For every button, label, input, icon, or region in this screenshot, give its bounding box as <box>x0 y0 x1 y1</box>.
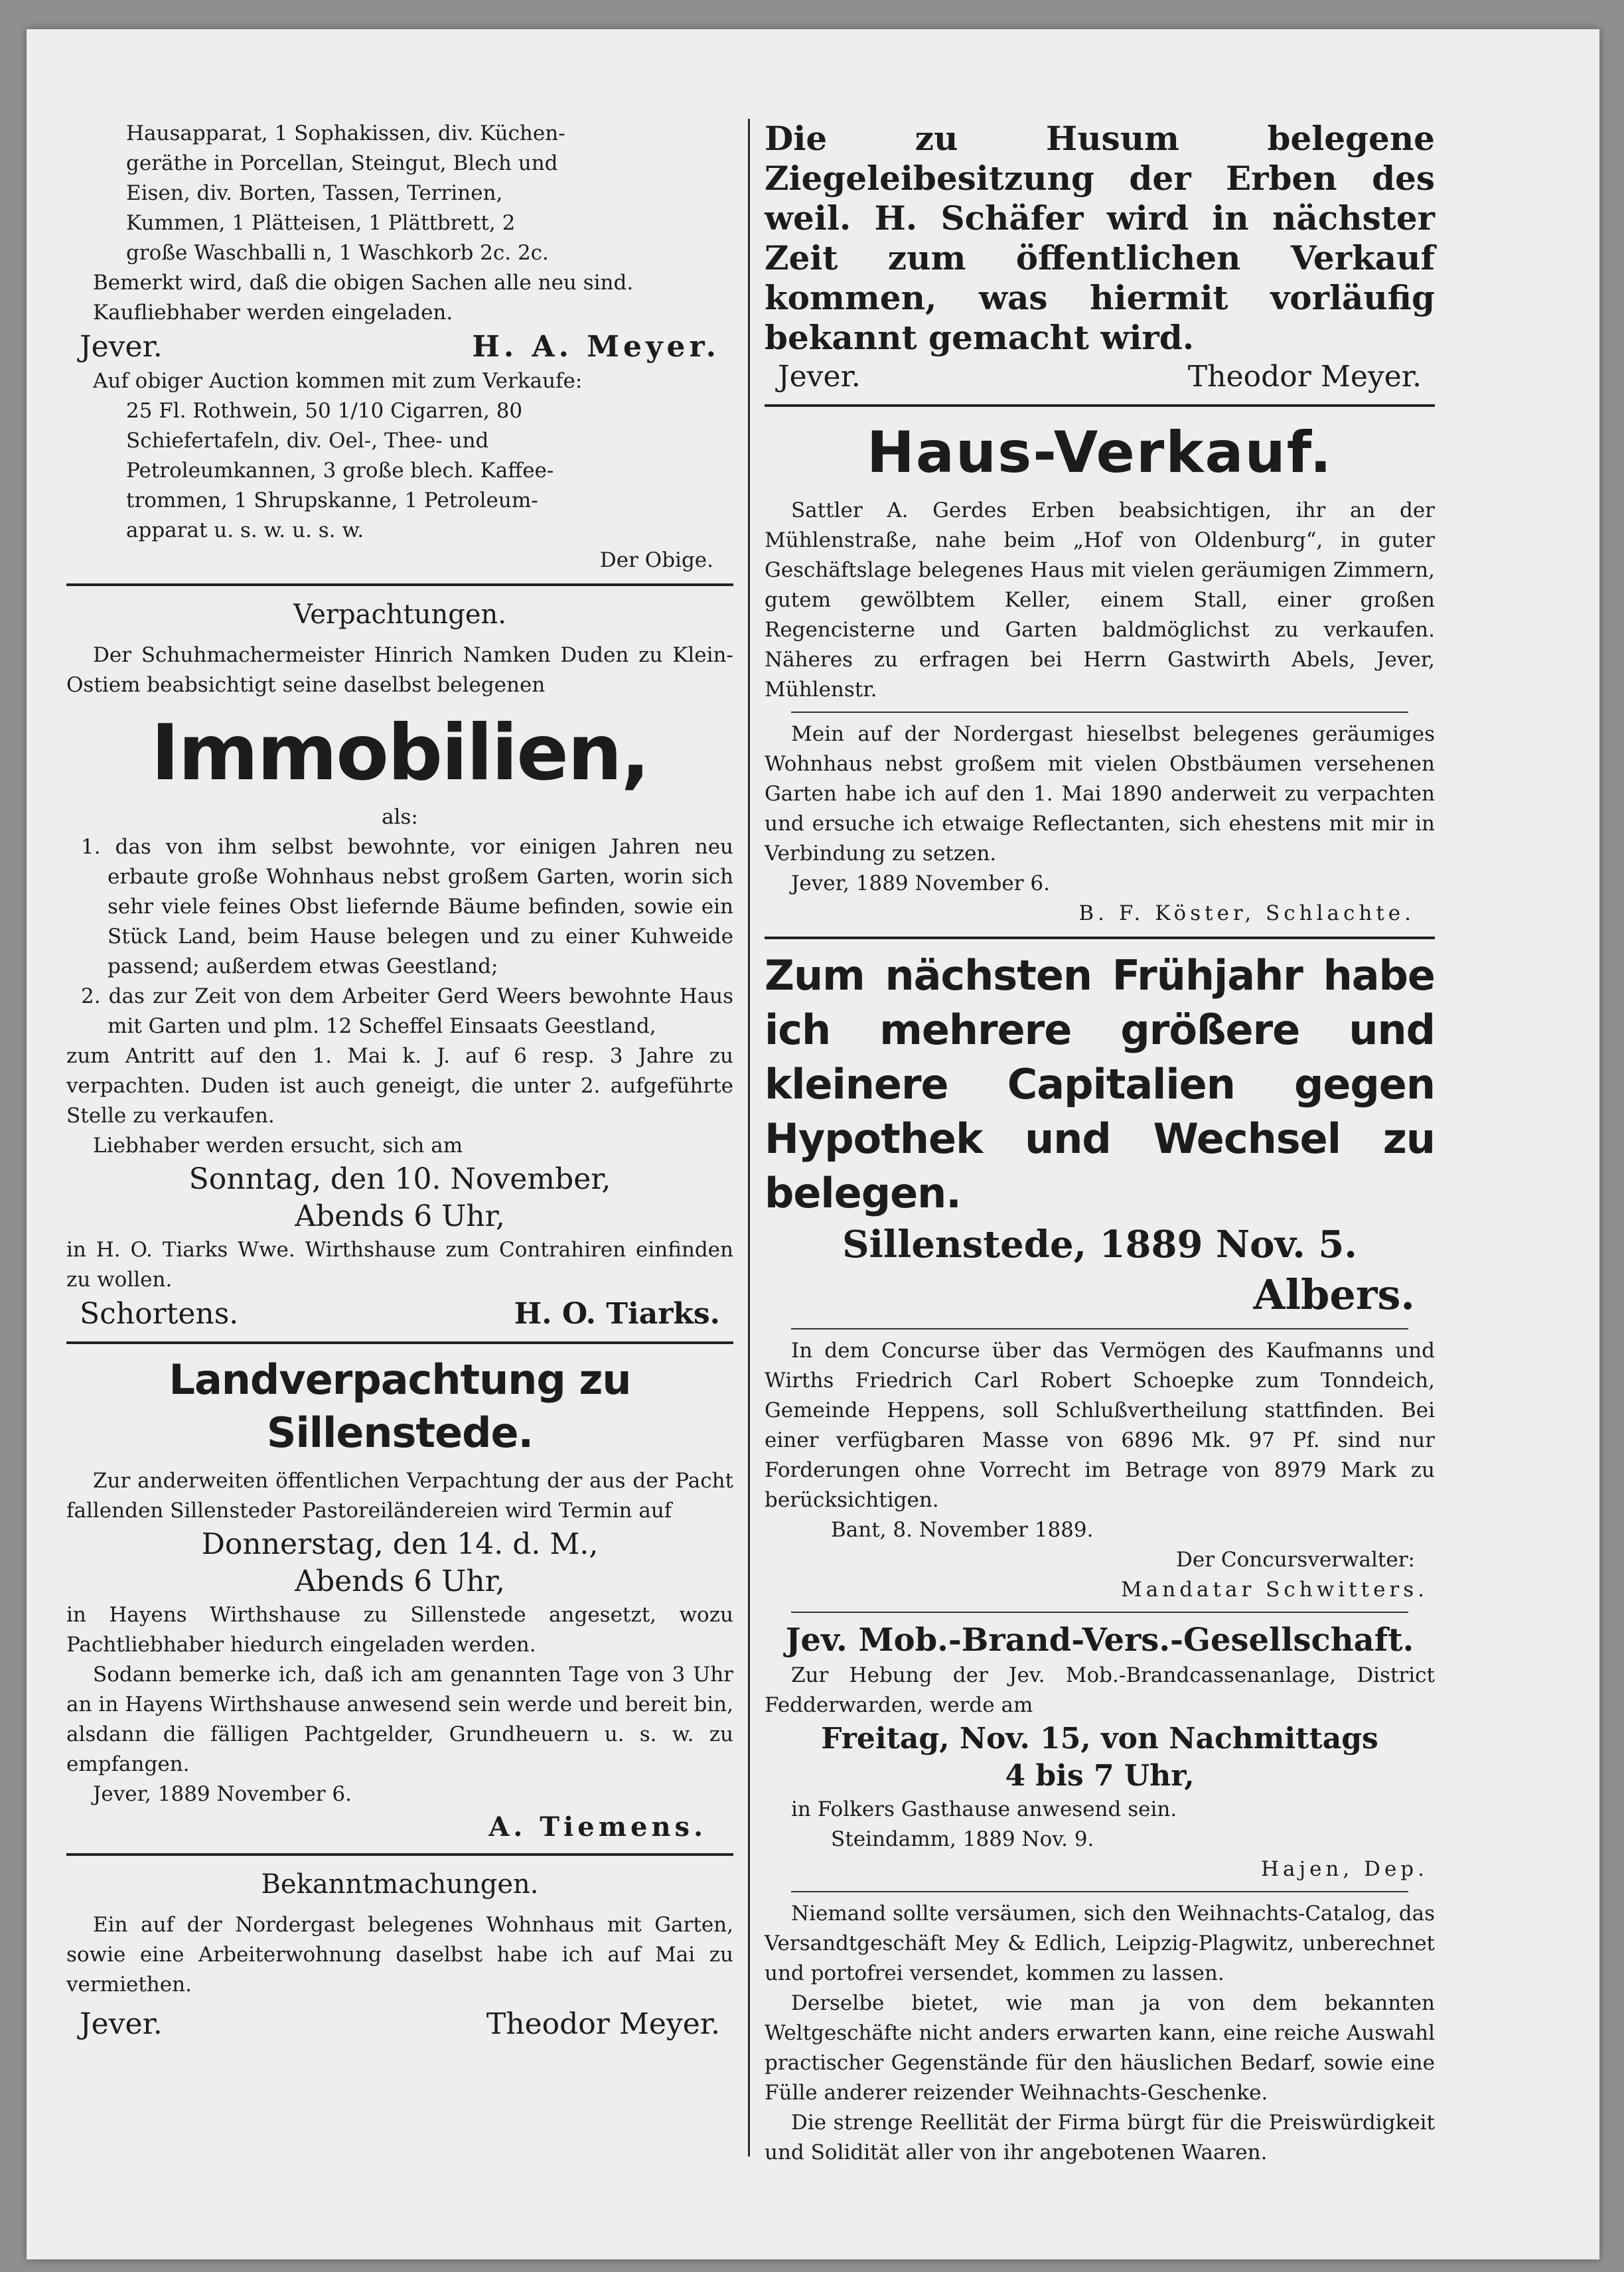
section-rule <box>791 712 1408 713</box>
section-rule <box>66 1341 733 1344</box>
ziegelei-signature <box>765 358 1435 396</box>
auction-extra-line: apparat u. s. w. u. s. w. <box>126 518 364 542</box>
wohnhaus-notice <box>765 719 1435 929</box>
bekannt-signature <box>66 2005 733 2044</box>
auction-line: geräthe in Porcellan, Steingut, Blech und <box>126 151 558 175</box>
auction-extra-line: 25 Fl. Rothwein, 50 1/10 Cigarren, 80 <box>126 399 523 423</box>
auction-line: Hausapparat, 1 Sophakissen, div. Küchen- <box>126 121 565 145</box>
signer: H. O. Tiarks. <box>514 1297 720 1331</box>
pacht-signature <box>66 1295 733 1333</box>
pacht-item: 2. das zur Zeit von dem Arbeiter Gerd Weers bewohnte Haus mit Garten und plm. 12 Scheffel Einsaats Geestland, <box>81 984 733 1038</box>
pacht-notice <box>66 595 733 1333</box>
wohnhaus-signer: B. F. Köster, Schlachte. <box>1078 901 1415 925</box>
place: Jever. <box>80 330 163 364</box>
brand-time: 4 bis 7 Uhr, <box>1005 1759 1195 1793</box>
column-divider <box>748 119 750 2157</box>
auction-extra-line: trommen, 1 Shrupskanne, 1 Petroleum- <box>126 489 538 512</box>
brand-title: Jev. Mob.-Brand-Vers.-Gesellschaft. <box>785 1622 1414 1659</box>
section-rule <box>791 1891 1408 1892</box>
brand-venue: in Folkers Gasthause anwesend sein. <box>791 1797 1177 1821</box>
signer: H. A. Meyer. <box>472 330 720 364</box>
place: Jever. <box>778 360 861 394</box>
concurs-role: Der Concursverwalter: <box>1176 1548 1415 1572</box>
brand-signer: Hajen, Dep. <box>1260 1857 1428 1881</box>
brand-notice <box>765 1620 1435 1884</box>
wohnhaus-dateline: Jever, 1889 November 6. <box>791 871 1050 895</box>
bekannt-text: Ein auf der Nordergast belegenes Wohnhaus mit Garten, sowie eine Arbeiterwohnung daselbst habe ich auf Mai zu vermiethen. <box>66 1913 733 1997</box>
auction-signoff: Der Obige. <box>599 548 713 572</box>
pacht-terms: zum Antritt auf den 1. Mai k. J. auf 6 resp. 3 Jahre zu verpachten. Duden ist auch geneigt, die unter 2. aufgeführte Stelle zu verkaufen. <box>66 1044 733 1128</box>
section-rule <box>791 1328 1408 1329</box>
concurs-signer: Mandatar Schwitters. <box>1121 1578 1428 1602</box>
land-notice <box>66 1353 733 1845</box>
signer: Theodor Meyer. <box>486 2007 720 2041</box>
capital-notice <box>765 948 1435 1322</box>
land-notice-text: Sodann bemerke ich, daß ich am genannten Tage von 3 Uhr an in Hayens Wirthshause anwesend sein werde und bereit bin, alsdann die fälligen Pachtgelder, Grundheuern u. s. w. zu empfangen. <box>66 1663 733 1776</box>
land-title: Landverpachtung zu Sillenstede. <box>169 1355 631 1457</box>
auction-line: Kummen, 1 Plätteisen, 1 Plättbrett, 2 <box>126 211 516 235</box>
auction-extra-line: Schiefertafeln, div. Oel-, Thee- und <box>126 429 489 453</box>
auction-line: Eisen, div. Borten, Tassen, Terrinen, <box>126 181 503 205</box>
catalog-notice <box>765 1899 1435 2168</box>
pacht-als: als: <box>382 805 418 829</box>
wohnhaus-text: Mein auf der Nordergast hieselbst belegenes geräumiges Wohnhaus nebst großem mit vielen Obstbäumen versehenen Garten habe ich auf den 1. Mai 1890 anderweit zu verpachten und ersuche ich etwaige Reflectanten, sich ehestens mit mir in Verbindung zu setzen. <box>765 722 1435 866</box>
concurs-notice <box>765 1336 1435 1605</box>
pacht-date: Sonntag, den 10. November, <box>188 1162 611 1196</box>
land-signer: A. Tiemens. <box>488 1811 707 1843</box>
catalog-paragraph: Die strenge Reellität der Firma bürgt für die Preiswürdigkeit und Solidität aller von ihr angebotenen Waaren. <box>765 2111 1435 2164</box>
section-rule <box>765 937 1435 939</box>
ziegelei-notice <box>765 119 1435 396</box>
catalog-paragraph: Niemand sollte versäumen, sich den Weihnachts-Catalog, das Versandtgeschäft Mey & Edlich, Leipzig-Plagwitz, unberechnet und portofrei versendet, kommen zu lassen. <box>765 1902 1435 1985</box>
land-time: Abends 6 Uhr, <box>295 1564 505 1598</box>
place: Schortens. <box>80 1297 239 1331</box>
land-dateline: Jever, 1889 November 6. <box>93 1782 352 1806</box>
brand-date: Freitag, Nov. 15, von Nachmittags <box>821 1722 1378 1756</box>
land-date: Donnerstag, den 14. d. M., <box>201 1527 599 1561</box>
auction-signature <box>66 328 733 366</box>
right-column <box>765 119 1435 2168</box>
brand-dateline: Steindamm, 1889 Nov. 9. <box>831 1827 1094 1851</box>
section-rule <box>66 583 733 586</box>
catalog-paragraph: Derselbe bietet, wie man ja von dem bekannten Weltgeschäfte nicht anders erwarten kann, eine reiche Auswahl practischer Gegenstände für den häuslichen Bedarf, sowie eine Fülle anderer reizender Weihnachts-Geschenke. <box>765 1991 1435 2105</box>
concurs-text: In dem Concurse über das Vermögen des Kaufmanns und Wirths Friedrich Carl Robert Schoepke zum Tonndeich, Gemeinde Heppens, soll Schlußvertheilung stattfinden. Bei einer verfügbaren Masse von 6896 Mk. 97 Pf. sind nur Forderungen ohne Vorrecht im Betrage von 8979 Mark zu berücksichtigen. <box>765 1339 1435 1512</box>
capital-text: Zum nächsten Frühjahr habe ich mehrere größere und kleinere Capitalien gegen Hypothek und Wechsel zu belegen. <box>765 951 1435 1217</box>
section-rule <box>791 1612 1408 1613</box>
haus-title: Haus-Verkauf. <box>866 419 1333 486</box>
pacht-title: Immobilien, <box>151 708 649 798</box>
auction-notice <box>66 119 733 575</box>
auction-invite: Kaufliebhaber werden eingeladen. <box>93 301 453 325</box>
concurs-dateline: Bant, 8. November 1889. <box>831 1518 1094 1542</box>
section-heading: Verpachtungen. <box>293 599 506 630</box>
pacht-item: 1. das von ihm selbst bewohnte, vor einigen Jahren neu erbaute große Wohnhaus nebst großem Garten, worin sich sehr viele feines Obst liefernde Bäume befinden, sowie ein Stück Land, beim Hause belegen und zu einer Kuhweide passend; außerdem etwas Geestland; <box>81 835 733 978</box>
newspaper-page <box>27 29 1599 2259</box>
land-intro: Zur anderweiten öffentlichen Verpachtung der aus der Pacht fallenden Sillenstеder Pastoreiländereien wird Termin auf <box>66 1469 733 1523</box>
auction-extra-line: Petroleumkannen, 3 große blech. Kaffee- <box>126 459 554 483</box>
land-venue: in Hayens Wirthshause zu Sillenstede angesetzt, wozu Pachtliebhaber hiedurch eingeladen werden. <box>66 1603 733 1657</box>
capital-dateline: Sillenstede, 1889 Nov. 5. <box>842 1223 1357 1266</box>
pacht-time: Abends 6 Uhr, <box>295 1199 505 1233</box>
auction-remark: Bemerkt wird, daß die obigen Sachen alle neu sind. <box>93 271 634 295</box>
pacht-invite: Liebhaber werden ersucht, sich am <box>93 1134 463 1158</box>
ziegelei-text: Die zu Husum belegene Ziegeleibesitzung der Erben des weil. H. Schäfer wird in nächster Zeit zum öffentlichen Verkauf kommen, was hiermit vorläufig bekannt gemacht wird. <box>765 119 1435 357</box>
section-rule <box>765 404 1435 407</box>
section-heading: Bekanntmachungen. <box>261 1869 539 1900</box>
left-column <box>66 119 733 2044</box>
bekannt-notice <box>66 1865 733 2044</box>
capital-signer: Albers. <box>1253 1270 1415 1319</box>
signer: Theodor Meyer. <box>1187 360 1422 394</box>
pacht-venue: in H. O. Tiarks Wwe. Wirthshause zum Contrahiren einfinden zu wollen. <box>66 1238 733 1292</box>
section-rule <box>66 1853 733 1856</box>
pacht-intro: Der Schuhmachermeister Hinrich Namken Duden zu Klein-Ostiem beabsichtigt seine daselbst belegenen <box>66 643 733 697</box>
place: Jever. <box>80 2007 163 2041</box>
auction-extra-intro: Auf obiger Auction kommen mit zum Verkaufe: <box>93 369 583 393</box>
haus-text: Sattler A. Gerdes Erben beabsichtigen, ihr an der Mühlenstraße, nahe beim „Hof von Oldenburg“, in guter Geschäftslage belegenes Haus mit vielen geräumigen Zimmern, gutem gewölbtem Keller, einem Stall, einer großen Regencisterne und Garten baldmöglichst zu verkaufen. Näheres zu erfragen bei Herrn Gastwirth Abels, Jever, Mühlenstr. <box>765 498 1435 702</box>
auction-line: große Waschballi n, 1 Waschkorb 2c. 2c. <box>126 241 549 265</box>
brand-intro: Zur Hebung der Jev. Mob.-Brandcassenanlage, District Fedderwarden, werde am <box>765 1663 1435 1717</box>
haus-notice <box>765 416 1435 705</box>
